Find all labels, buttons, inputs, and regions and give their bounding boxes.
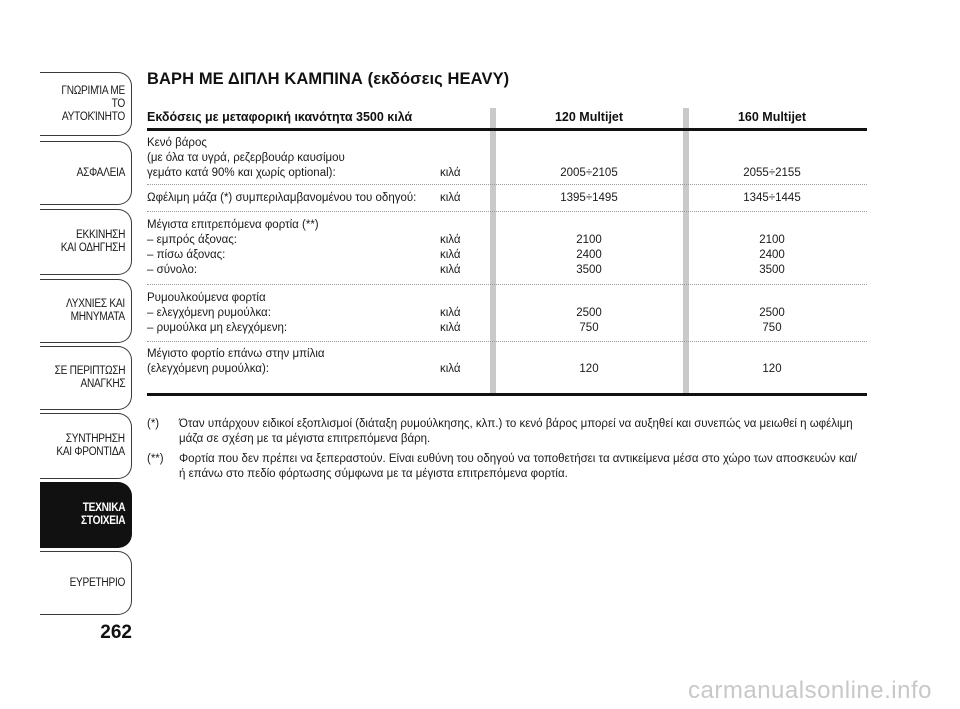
- tab-starting-driving[interactable]: [40, 209, 132, 275]
- row-separator: [147, 284, 867, 285]
- tab-label: ΕΚΚΙΝΗΣΗ ΚΑΙ ΟΔΗΓΗΣΗ: [60, 229, 125, 254]
- tab-emergency[interactable]: [40, 346, 132, 410]
- tab-maintenance[interactable]: [40, 413, 132, 479]
- footnote-mark: (**): [147, 453, 164, 465]
- header-rule: [147, 128, 867, 131]
- column-divider: [490, 108, 496, 395]
- tab-label: ΣΕ ΠΕΡΙΠΤΩΣΗ ΑΝΑΓΚΗΣ: [54, 365, 125, 390]
- row-label: Ωφέλιμη μάζα (*) συμπεριλαμβανομένου του οδηγού:: [147, 192, 417, 204]
- row-value-160: 1345÷1445: [743, 192, 801, 204]
- row-value-160: 2500 750: [759, 307, 785, 334]
- footnote-text: Όταν υπάρχουν ειδικοί εξοπλισμοί (διάταξη ρυμούλκησης, κλπ.) το κενό βάρος μπορεί να αυξηθεί και συνεπώς να μειωθεί η ωφέλιμη μάζα σε σχέση με τα μέγιστα επιτρεπόμενα βάρη.: [179, 418, 853, 445]
- row-value-120: 2100 2400 3500: [576, 234, 602, 276]
- table-header: [147, 108, 867, 130]
- tab-label: ΤΕΧΝΙΚΑ ΣΤΟΙΧΕΙΑ: [80, 502, 125, 527]
- tab-getting-to-know[interactable]: [40, 72, 132, 136]
- row-separator: [147, 341, 867, 342]
- footnote-text: Φορτία που δεν πρέπει να ξεπεραστούν. Είναι ευθύνη του οδηγού να τοποθετήσει τα αντικείμενα μέσα στο χώρο των αποσκευών και/ή επάνω στο πεδίο φόρτωσης σύμφωνα με τα μέγιστα επιτρεπόμενα φορτία.: [179, 453, 857, 480]
- table-bottom-rule: [147, 393, 867, 396]
- row-label: Κενό βάρος (με όλα τα υγρά, ρεζερβουάρ καυσίμου γεμάτο κατά 90% και χωρίς optional):: [147, 137, 345, 179]
- tab-technical-data[interactable]: [40, 482, 132, 548]
- tab-label: ΛΥΧΝΙΕΣ ΚΑΙ ΜΗΝΥΜΑΤΑ: [66, 298, 125, 323]
- row-value-160: 2100 2400 3500: [759, 234, 785, 276]
- column-title-160-multijet: 160 Multijet: [737, 110, 807, 124]
- tab-warning-lights[interactable]: [40, 279, 132, 343]
- column-title-120-multijet: 120 Multijet: [554, 110, 624, 124]
- tab-label: ΕΥΡΕΤΗΡΙΟ: [69, 576, 125, 589]
- row-value-120: 2005÷2105: [560, 167, 618, 179]
- tab-label: ΣΥΝΤΗΡΗΣΗ ΚΑΙ ΦΡΟΝΤΙΔΑ: [56, 433, 125, 458]
- watermark: carmanualsonline.info: [688, 677, 932, 704]
- table-header-label: Εκδόσεις με μεταφορική ικανότητα 3500 κιλά: [147, 110, 413, 124]
- row-unit: κιλά: [440, 167, 461, 179]
- row-value-120: 120: [579, 363, 599, 375]
- row-unit: κιλά: [440, 363, 461, 375]
- row-unit: κιλά: [440, 192, 461, 204]
- row-value-160: 120: [762, 363, 782, 375]
- row-separator: [147, 211, 867, 212]
- tab-safety[interactable]: [40, 141, 132, 205]
- row-label: Ρυμουλκούμενα φορτία – ελεγχόμενη ρυμούλκα: – ρυμούλκα μη ελεγχόμενη:: [147, 292, 288, 334]
- tab-label: ΓΝΩΡΙΜΊΑ ΜΕ ΤΟ ΑΥΤΟΚΊΝΗΤΟ: [61, 84, 125, 123]
- page-number: 262: [100, 622, 132, 643]
- row-label: Μέγιστο φορτίο επάνω στην μπίλια (ελεγχόμενη ρυμούλκα):: [147, 348, 325, 375]
- footnote-mark: (*): [147, 418, 160, 430]
- column-divider: [683, 108, 689, 395]
- page-title: ΒΑΡΗ ΜΕ ΔΙΠΛΗ ΚΑΜΠΙΝΑ (εκδόσεις HEAVY): [147, 70, 510, 88]
- row-unit: κιλά κιλά: [440, 307, 461, 334]
- tab-label: ΑΣΦΑΛΕΙΑ: [76, 166, 125, 179]
- row-value-160: 2055÷2155: [743, 167, 801, 179]
- row-label: Μέγιστα επιτρεπόμενα φορτία (**) – εμπρός άξονας: – πίσω άξονας: – σύνολο:: [147, 219, 319, 276]
- row-unit: κιλά κιλά κιλά: [440, 234, 461, 276]
- row-value-120: 2500 750: [576, 307, 602, 334]
- tab-index[interactable]: [40, 551, 132, 615]
- row-value-120: 1395÷1495: [560, 192, 618, 204]
- row-separator: [147, 184, 867, 185]
